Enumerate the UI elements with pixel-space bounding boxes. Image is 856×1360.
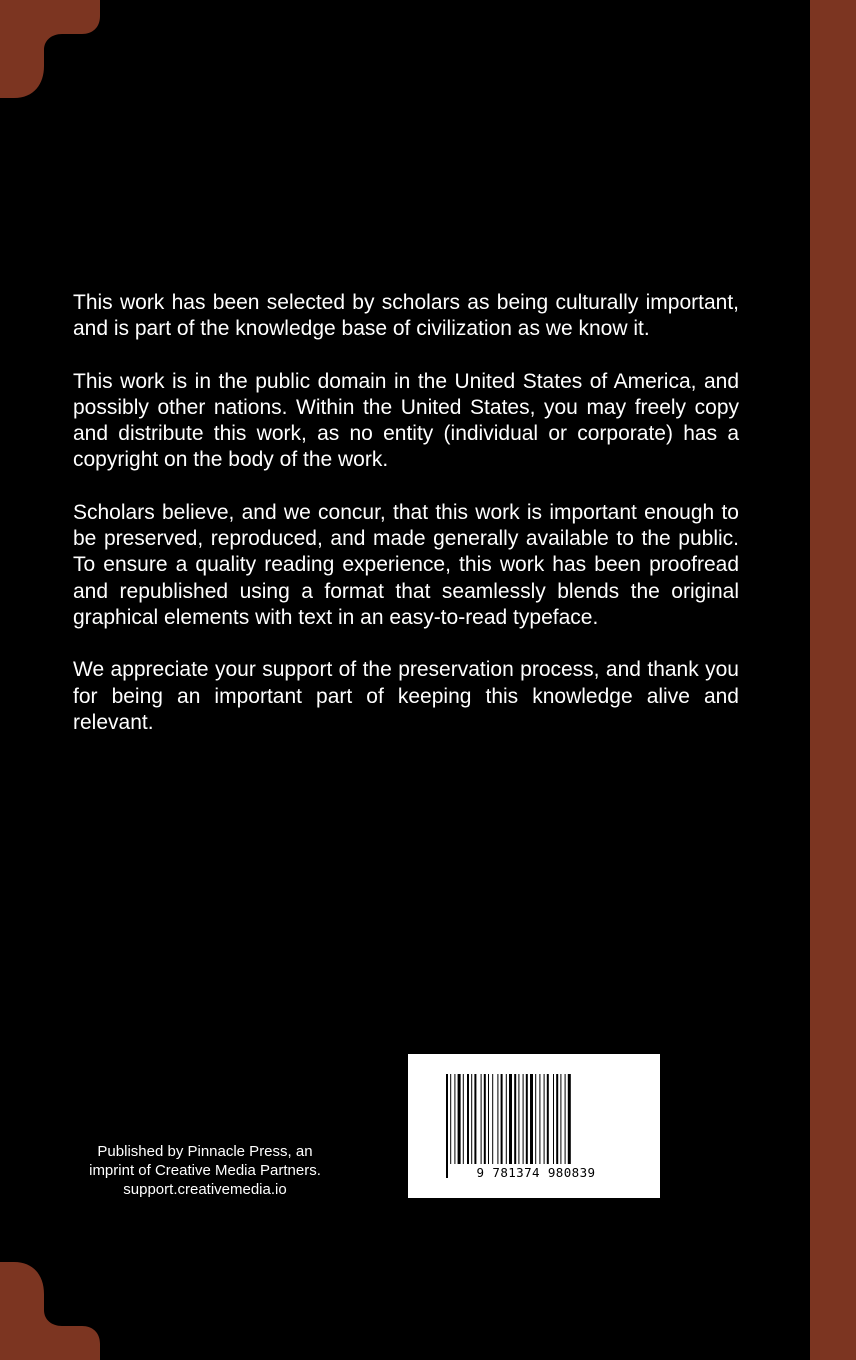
barcode-bar [535, 1074, 536, 1170]
barcode-bar [523, 1074, 524, 1170]
barcode-bar [446, 1074, 448, 1178]
barcode-bar [530, 1074, 533, 1170]
publisher-line-2: imprint of Creative Media Partners. [89, 1162, 321, 1179]
barcode-bar [544, 1074, 545, 1170]
spine-band [810, 0, 856, 1360]
barcode-bar [518, 1074, 519, 1170]
barcode-bar [565, 1074, 566, 1178]
barcode-bar [481, 1074, 482, 1170]
paragraph-1: This work has been selected by scholars as being culturally important, and is part of the knowledge base of civilization as we know it. [73, 291, 739, 341]
barcode-bar [463, 1074, 464, 1170]
barcode-bar [560, 1074, 561, 1170]
barcode-bar [539, 1074, 540, 1170]
barcode-bar [454, 1074, 455, 1170]
isbn-number: 9 781374 980839 [448, 1164, 624, 1182]
corner-ornament-top [0, 0, 102, 100]
paragraph-2: This work is in the public domain in the United States of America, and possibly other nations. Within the United States, you may freely copy and distribute this work, as no entity (individual or corporate) has a copyright on the body of the work. [73, 369, 739, 472]
barcode-bar [506, 1074, 507, 1170]
paragraph-4: We appreciate your support of the preservation process, and thank you for being an important part of keeping this knowledge alive and relevant. [73, 658, 739, 734]
publisher-line-1: Published by Pinnacle Press, an [97, 1143, 313, 1160]
barcode-bar [556, 1074, 558, 1170]
barcode-bar [514, 1074, 516, 1170]
barcode-bar [467, 1074, 469, 1170]
barcode-bar [488, 1074, 489, 1170]
barcode-bar [474, 1074, 476, 1170]
barcode-bar [568, 1074, 571, 1178]
barcode-bar [547, 1074, 549, 1170]
barcode-bar [450, 1074, 451, 1178]
corner-ornament-bottom [0, 1260, 102, 1360]
publisher-url: support.creativemedia.io [123, 1181, 287, 1198]
barcode-bar [509, 1074, 512, 1178]
barcode-bar [471, 1074, 472, 1170]
barcode-bar [458, 1074, 461, 1170]
barcode-bar [497, 1074, 498, 1170]
barcode-bar [553, 1074, 554, 1170]
barcode-bar [492, 1074, 493, 1170]
paragraph-3: Scholars believe, and we concur, that this work is important enough to be preserved, reproduced, and made generally available to the public. To ensure a quality reading experience, this work has been proofread and republished using a format that seamlessly blends the original graphical elements with text in an easy-to-read typeface. [73, 500, 739, 629]
barcode-bar [484, 1074, 486, 1170]
barcode-bar [526, 1074, 528, 1170]
isbn-barcode [408, 1054, 660, 1198]
barcode-bar [501, 1074, 503, 1170]
description-text [73, 290, 739, 762]
publisher-imprint [60, 1142, 350, 1199]
